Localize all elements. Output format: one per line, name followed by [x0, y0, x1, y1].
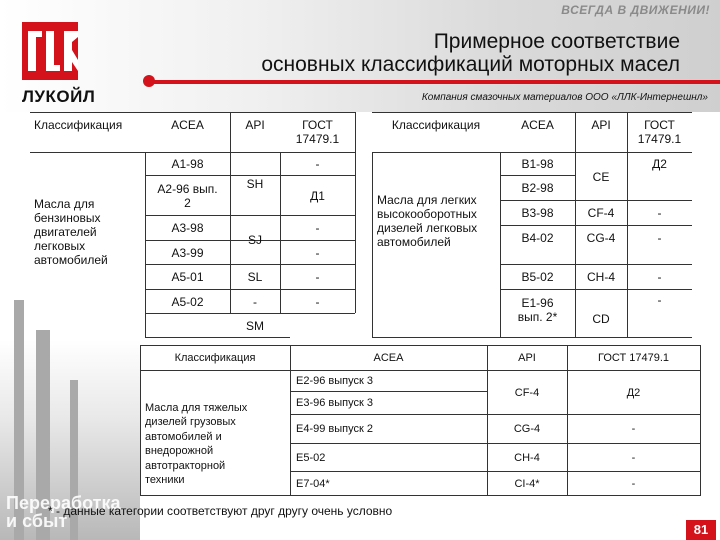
- header-red-bar: [150, 80, 720, 84]
- t3-gost-cell: -: [631, 423, 636, 435]
- t2-header-acea: ACEA: [521, 118, 554, 132]
- t1-gost-cell: -: [315, 270, 320, 284]
- t1-acea-cell: A1-98: [171, 157, 204, 171]
- t1-header-acea: ACEA: [171, 118, 204, 132]
- t2-api-cell: CH-4: [586, 270, 615, 284]
- title-line-1: Примерное соответствие: [433, 30, 680, 53]
- t1-group-label: Масла для бензиновых двигателей легковых автомобилей: [34, 197, 108, 267]
- t2-acea-cell: B5-02: [521, 270, 554, 284]
- t2-gost-cell: -: [657, 231, 662, 245]
- t2-gost-cell: Д2: [652, 157, 667, 171]
- t3-header-classification: Классификация: [174, 352, 256, 364]
- t1-acea-cell: A3-98: [171, 221, 204, 235]
- title-line-2: основных классификаций моторных масел: [261, 53, 680, 76]
- t1-api-cell: SH: [246, 177, 264, 191]
- t2-gost-cell: -: [657, 270, 662, 284]
- t3-gost-cell: -: [631, 451, 636, 464]
- footnote: * - данные категории соответствуют друг другу очень условно: [48, 504, 393, 518]
- t2-acea-cell: B4-02: [521, 231, 554, 245]
- t2-acea-cell: B1-98: [521, 157, 554, 171]
- t2-api-cell: CG-4: [586, 231, 616, 245]
- t3-acea-cell: E7-04*: [296, 477, 330, 490]
- t1-acea-cell: A5-02: [171, 294, 204, 309]
- t3-gost-cell: Д2: [626, 386, 641, 399]
- t1-api-cell: -: [253, 294, 257, 309]
- t1-api-cell: SM: [246, 318, 264, 333]
- header-red-dot: [143, 75, 155, 87]
- t3-group-label: Масла для тяжелых дизелей грузовых автомобилей и внедорожной автотракторной техники: [145, 401, 248, 486]
- t1-acea-cell: A2-96 вып. 2: [157, 181, 218, 210]
- t2-header-classification: Классификация: [391, 118, 481, 132]
- t3-api-cell: CI-4*: [514, 477, 540, 490]
- t2-group-label: Масла для легких высокооборотных дизелей легковых автомобилей: [377, 193, 478, 249]
- t2-api-cell: CE: [592, 169, 610, 184]
- t2-api-cell: CF-4: [587, 206, 615, 220]
- t2-header-gost: ГОСТ 17479.1: [637, 118, 682, 146]
- slogan: ВСЕГДА В ДВИЖЕНИИ!: [561, 3, 710, 17]
- t3-acea-cell: E3-96 выпуск 3: [296, 397, 373, 409]
- t2-header-api: API: [591, 118, 611, 132]
- t3-acea-cell: E2-96 выпуск 3: [296, 375, 373, 387]
- t3-acea-cell: E5-02: [296, 451, 326, 464]
- t1-acea-cell: A5-01: [171, 270, 204, 284]
- t1-gost-cell: -: [315, 157, 320, 171]
- page-number: 81: [686, 520, 716, 540]
- t2-gost-cell: -: [657, 293, 662, 307]
- t1-gost-cell: -: [315, 221, 320, 235]
- t3-header-api: API: [518, 352, 536, 364]
- t1-gost-cell: -: [315, 294, 320, 309]
- t1-api-cell: SL: [247, 270, 263, 284]
- t1-api-cell: SJ: [247, 233, 262, 247]
- t3-header-acea: ACEA: [373, 352, 404, 364]
- t2-api-cell: CD: [592, 311, 610, 326]
- t1-acea-cell: A3-99: [171, 245, 204, 260]
- t1-gost-cell: -: [315, 245, 320, 260]
- t2-acea-cell: B3-98: [521, 206, 554, 220]
- t2-gost-cell: -: [657, 206, 662, 220]
- lukoil-logo: [22, 22, 78, 80]
- t3-acea-cell: E4-99 выпуск 2: [296, 423, 373, 435]
- t1-header-gost: ГОСТ 17479.1: [295, 118, 340, 146]
- company-name: Компания смазочных материалов ООО «ЛЛК-Интернешнл»: [421, 92, 708, 103]
- t1-header-api: API: [245, 118, 265, 132]
- t3-api-cell: CF-4: [514, 386, 540, 399]
- logo-letters-icon: [22, 22, 78, 80]
- logo-wordmark: ЛУКОЙЛ: [22, 87, 96, 106]
- t3-header-gost: ГОСТ 17479.1: [597, 352, 669, 364]
- watermark-text: Переработка и сбыт: [6, 493, 121, 531]
- page-title: [120, 30, 680, 76]
- t2-acea-cell: E1-96 вып. 2*: [517, 296, 558, 324]
- t3-gost-cell: -: [631, 477, 636, 490]
- t1-gost-cell: Д1: [310, 188, 325, 203]
- t3-api-cell: CH-4: [514, 451, 540, 464]
- t3-api-cell: CG-4: [513, 423, 541, 435]
- t2-acea-cell: B2-98: [521, 181, 554, 195]
- t1-header-classification: Классификация: [34, 118, 123, 132]
